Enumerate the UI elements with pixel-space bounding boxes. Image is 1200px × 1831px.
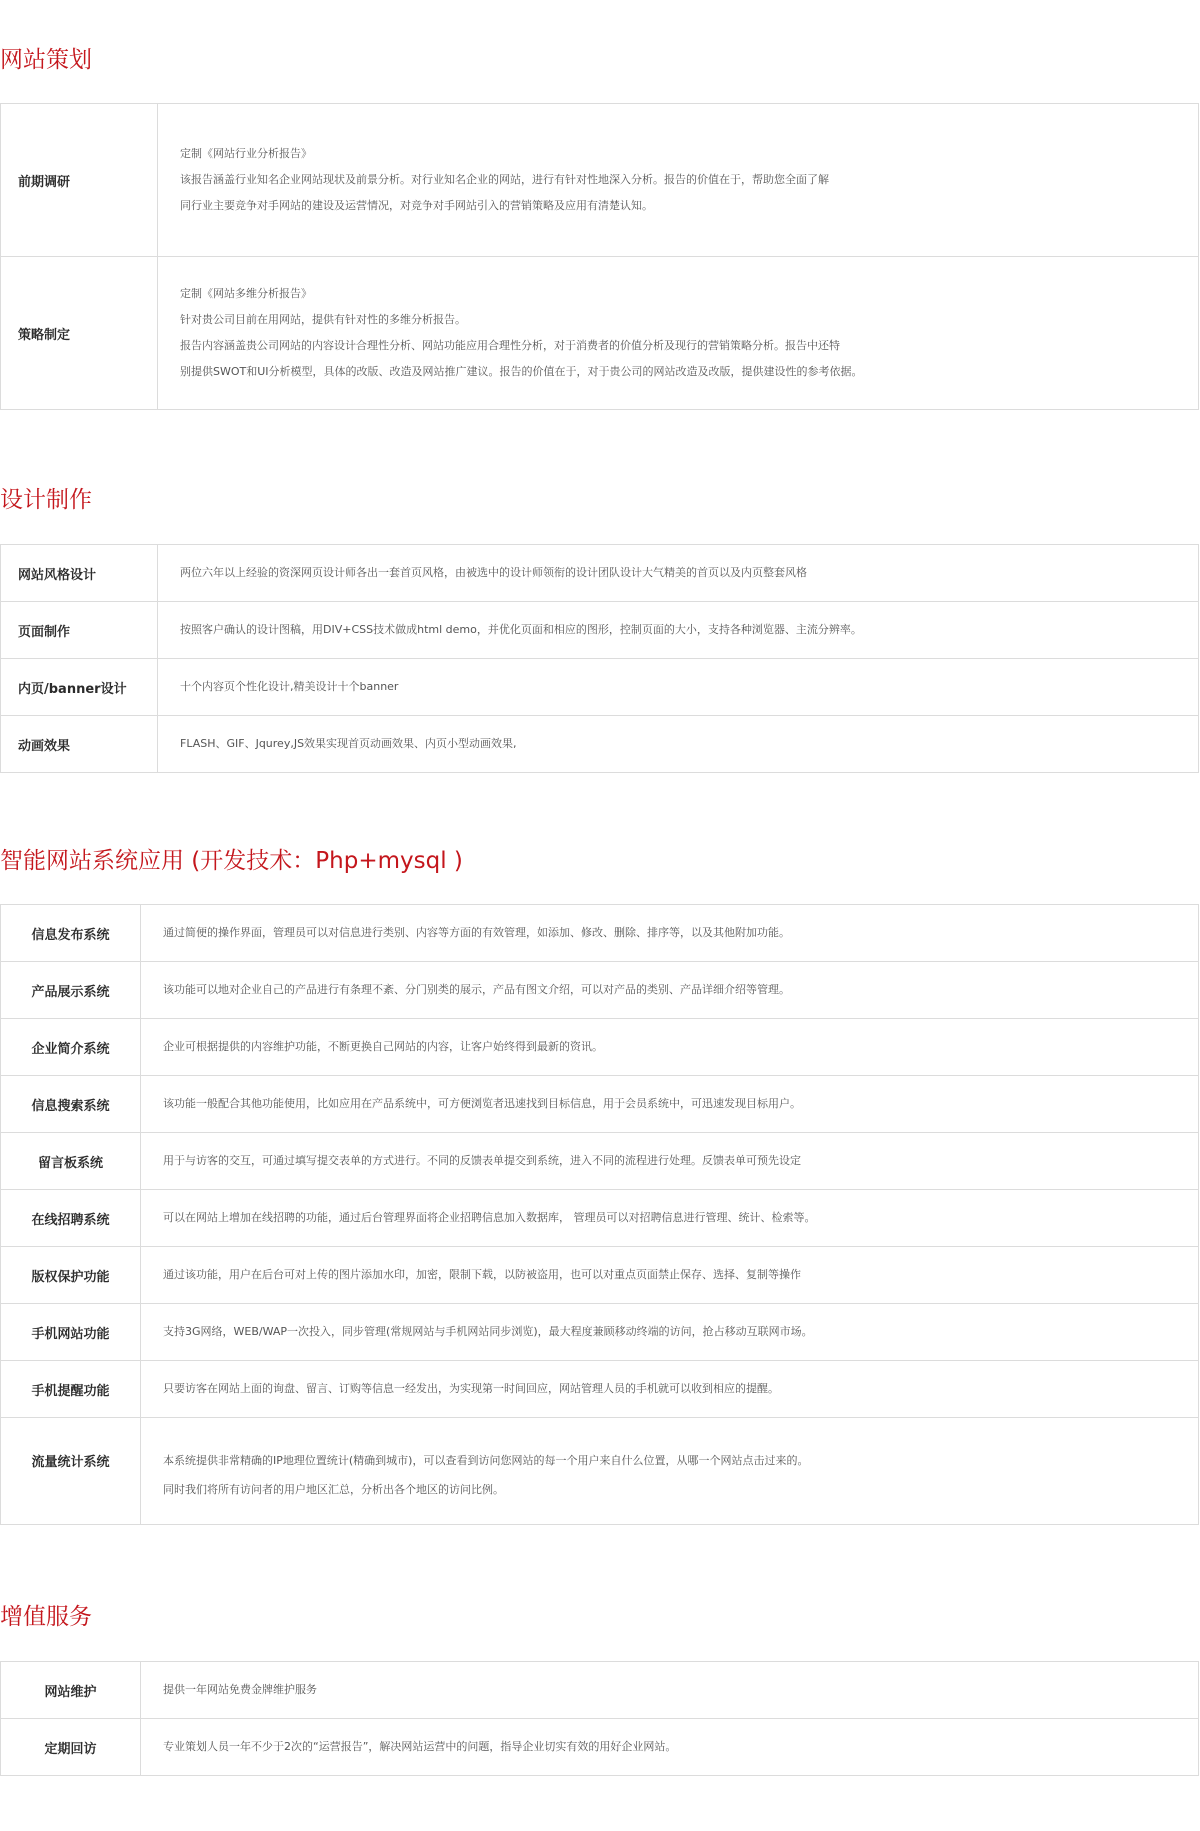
- description-line: 用于与访客的交互，可通过填写提交表单的方式进行。不同的反馈表单提交到系统，进入不同的流程进行处理。反馈表单可预先设定: [163, 1154, 801, 1167]
- table-row: [1, 1076, 1199, 1133]
- description-line: 别提供SWOT和UI分析模型，具体的改版、改造及网站推广建议。报告的价值在于，对于贵公司的网站改造及改版，提供建设性的参考依据。: [180, 365, 863, 378]
- row-description: [158, 545, 1199, 602]
- description-line: 定制《网站行业分析报告》: [180, 147, 312, 160]
- row-description: [141, 1304, 1199, 1361]
- description-line: 支持3G网络，WEB/WAP一次投入，同步管理(常规网站与手机网站同步浏览)，最大程度兼顾移动终端的访问，抢占移动互联网市场。: [163, 1325, 813, 1338]
- description-line: 报告内容涵盖贵公司网站的内容设计合理性分析、网站功能应用合理性分析，对于消费者的价值分析及现行的营销策略分析。报告中还特: [180, 339, 840, 352]
- row-label: 策略制定: [1, 257, 158, 410]
- row-description: [141, 1418, 1199, 1525]
- row-label: 网站风格设计: [1, 545, 158, 602]
- description-line: 该功能可以地对企业自己的产品进行有条理不紊、分门别类的展示，产品有图文介绍，可以对产品的类别、产品详细介绍等管理。: [163, 983, 790, 996]
- row-description: [141, 1133, 1199, 1190]
- description-line: 提供一年网站免费金牌维护服务: [163, 1683, 317, 1696]
- description-line: 专业策划人员一年不少于2次的“运营报告”，解决网站运营中的问题，指导企业切实有效的用好企业网站。: [163, 1740, 677, 1753]
- table-row: [1, 1133, 1199, 1190]
- description-line: 通过简便的操作界面，管理员可以对信息进行类别、内容等方面的有效管理，如添加、修改、删除、排序等，以及其他附加功能。: [163, 926, 790, 939]
- description-line: 十个内容页个性化设计,精美设计十个banner: [180, 680, 399, 693]
- row-description: [158, 659, 1199, 716]
- table-row: [1, 1019, 1199, 1076]
- row-description: [141, 1361, 1199, 1418]
- row-label: 流量统计系统: [1, 1418, 141, 1525]
- row-description: [141, 1190, 1199, 1247]
- row-description: [158, 104, 1199, 257]
- table-row: [1, 1190, 1199, 1247]
- design-table: [0, 544, 1199, 773]
- description-line: FLASH、GIF、Jqurey,JS效果实现首页动画效果、内页小型动画效果,: [180, 737, 517, 750]
- table-row: [1, 1662, 1199, 1719]
- table-row: [1, 1418, 1199, 1525]
- row-description: [141, 905, 1199, 962]
- table-row: [1, 104, 1199, 257]
- table-row: [1, 1304, 1199, 1361]
- row-label: 版权保护功能: [1, 1247, 141, 1304]
- section-title: 智能网站系统应用 (开发技术：Php+mysql ): [0, 848, 463, 874]
- description-line: 企业可根据提供的内容维护功能，不断更换自己网站的内容，让客户始终得到最新的资讯。: [163, 1040, 603, 1053]
- description-line: 同时我们将所有访问者的用户地区汇总，分析出各个地区的访问比例。: [163, 1483, 504, 1496]
- row-label: 产品展示系统: [1, 962, 141, 1019]
- table-row: [1, 905, 1199, 962]
- table-row: [1, 602, 1199, 659]
- table-row: [1, 962, 1199, 1019]
- planning-table: [0, 103, 1199, 410]
- row-description: [141, 1719, 1199, 1776]
- row-label: 内页/banner设计: [1, 659, 158, 716]
- systems-table: [0, 904, 1199, 1525]
- table-row: [1, 716, 1199, 773]
- row-description: [158, 716, 1199, 773]
- row-label: 前期调研: [1, 104, 158, 257]
- description-line: 该功能一般配合其他功能使用，比如应用在产品系统中，可方便浏览者迅速找到目标信息，用于会员系统中，可迅速发现目标用户。: [163, 1097, 801, 1110]
- section-title: 设计制作: [0, 487, 92, 513]
- row-label: 留言板系统: [1, 1133, 141, 1190]
- row-description: [141, 1019, 1199, 1076]
- section-title: 网站策划: [0, 47, 92, 73]
- table-row: [1, 1719, 1199, 1776]
- row-label: 企业简介系统: [1, 1019, 141, 1076]
- table-row: [1, 1247, 1199, 1304]
- row-description: [158, 602, 1199, 659]
- row-label: 网站维护: [1, 1662, 141, 1719]
- section-title: 增值服务: [0, 1604, 92, 1630]
- description-line: 通过该功能，用户在后台可对上传的图片添加水印，加密，限制下载，以防被盗用，也可以对重点页面禁止保存、选择、复制等操作: [163, 1268, 801, 1281]
- table-row: [1, 545, 1199, 602]
- description-line: 针对贵公司目前在用网站，提供有针对性的多维分析报告。: [180, 313, 466, 326]
- row-description: [141, 1247, 1199, 1304]
- table-row: [1, 659, 1199, 716]
- table-row: [1, 257, 1199, 410]
- row-label: 信息搜索系统: [1, 1076, 141, 1133]
- table-row: [1, 1361, 1199, 1418]
- row-label: 页面制作: [1, 602, 158, 659]
- row-label: 定期回访: [1, 1719, 141, 1776]
- row-description: [141, 962, 1199, 1019]
- description-line: 同行业主要竞争对手网站的建设及运营情况，对竞争对手网站引入的营销策略及应用有清楚认知。: [180, 199, 653, 212]
- row-label: 手机网站功能: [1, 1304, 141, 1361]
- row-label: 在线招聘系统: [1, 1190, 141, 1247]
- value-added-table: [0, 1661, 1199, 1776]
- description-line: 只要访客在网站上面的询盘、留言、订购等信息一经发出，为实现第一时间回应，网站管理人员的手机就可以收到相应的提醒。: [163, 1382, 779, 1395]
- row-label: 信息发布系统: [1, 905, 141, 962]
- row-description: [158, 257, 1199, 410]
- description-line: 两位六年以上经验的资深网页设计师各出一套首页风格，由被选中的设计师领衔的设计团队设计大气精美的首页以及内页整套风格: [180, 566, 807, 579]
- row-label: 动画效果: [1, 716, 158, 773]
- row-description: [141, 1076, 1199, 1133]
- row-description: [141, 1662, 1199, 1719]
- description-line: 可以在网站上增加在线招聘的功能，通过后台管理界面将企业招聘信息加入数据库， 管理员可以对招聘信息进行管理、统计、检索等。: [163, 1211, 816, 1224]
- description-line: 按照客户确认的设计图稿，用DIV+CSS技术做成html demo，并优化页面和相应的图形，控制页面的大小，支持各种浏览器、主流分辨率。: [180, 623, 862, 636]
- description-line: 本系统提供非常精确的IP地理位置统计(精确到城市)，可以查看到访问您网站的每一个用户来自什么位置，从哪一个网站点击过来的。: [163, 1454, 809, 1467]
- description-line: 定制《网站多维分析报告》: [180, 287, 312, 300]
- row-label: 手机提醒功能: [1, 1361, 141, 1418]
- description-line: 该报告涵盖行业知名企业网站现状及前景分析。对行业知名企业的网站，进行有针对性地深入分析。报告的价值在于，帮助您全面了解: [180, 173, 829, 186]
